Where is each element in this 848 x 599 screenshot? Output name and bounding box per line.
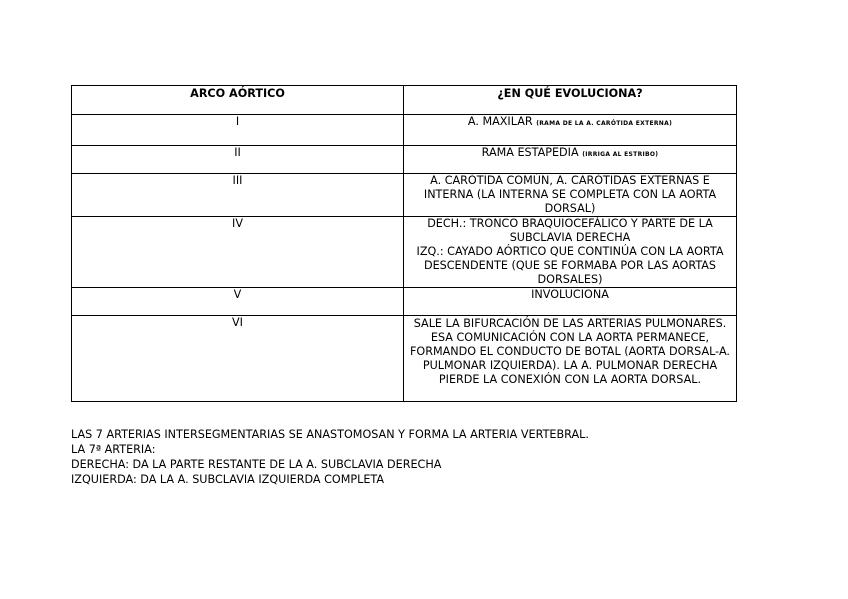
table-row: [72, 174, 737, 217]
evolution-left-side: IZQ.: CAYADO AÓRTICO QUE CONTINÚA CON LA AORTA DESCENDENTE (QUE SE FORMABA POR LAS AORTAS DORSALES): [416, 245, 724, 286]
evolution-cell: A. CARÓTIDA COMÚN, A. CARÓTIDAS EXTERNAS E INTERNA (LA INTERNA SE COMPLETA CON LA AORTA DORSAL): [404, 174, 737, 217]
note-line: LA 7ª ARTERIA:: [71, 443, 156, 456]
aortic-arch-table: [71, 85, 737, 402]
evolution-note: (RAMA DE LA A. CARÓTIDA EXTERNA): [536, 120, 673, 127]
arch-cell: III: [72, 174, 404, 217]
evolution-cell: A. MAXILAR (RAMA DE LA A. CARÓTIDA EXTERNA): [404, 115, 737, 146]
note-line: IZQUIERDA: DA LA A. SUBCLAVIA IZQUIERDA COMPLETA: [71, 473, 385, 486]
table-row: [72, 316, 737, 402]
note-line: LAS 7 ARTERIAS INTERSEGMENTARIAS SE ANASTOMOSAN Y FORMA LA ARTERIA VERTEBRAL.: [71, 428, 589, 441]
notes-block: [71, 427, 589, 487]
table-row: [72, 146, 737, 174]
arch-cell: II: [72, 146, 404, 174]
arch-cell: IV: [72, 217, 404, 288]
evolution-note: (IRRIGA AL ESTRIBO): [582, 151, 659, 158]
arch-cell: V: [72, 288, 404, 316]
evolution-cell: RAMA ESTAPEDIA (IRRIGA AL ESTRIBO): [404, 146, 737, 174]
table-row: [72, 217, 737, 288]
table-header-row: [72, 86, 737, 115]
table-row: [72, 288, 737, 316]
arch-cell: VI: [72, 316, 404, 402]
evolution-right-side: DECH.: TRONCO BRAQUIOCEFÁLICO Y PARTE DE LA SUBCLAVIA DERECHA: [427, 217, 713, 244]
note-line: DERECHA: DA LA PARTE RESTANTE DE LA A. SUBCLAVIA DERECHA: [71, 458, 442, 471]
header-arch: ARCO AÓRTICO: [72, 86, 404, 115]
table-row: [72, 115, 737, 146]
evolution-cell: INVOLUCIONA: [404, 288, 737, 316]
evolution-cell: SALE LA BIFURCACIÓN DE LAS ARTERIAS PULMONARES. ESA COMUNICACIÓN CON LA AORTA PERMANECE, FORMANDO EL CONDUCTO DE BOTAL (AORTA DORSAL-A. PULMONAR IZQUIERDA). LA A. PULMONAR DERECHA PIERDE LA CONEXIÓN CON LA AORTA DORSAL.: [404, 316, 737, 402]
header-evolution: ¿EN QUÉ EVOLUCIONA?: [404, 86, 737, 115]
evolution-cell: [404, 217, 737, 288]
arch-cell: I: [72, 115, 404, 146]
